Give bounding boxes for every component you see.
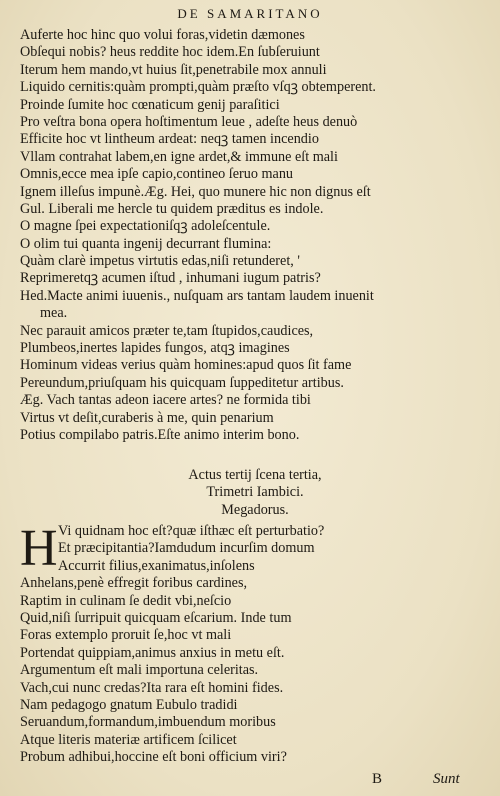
scene-heading-line: Trimetri Iambici. [206,484,304,501]
text-line: Pro veſtra bona opera hoſtimentum leue , adeſte heus denuò [20,113,358,130]
text-line: Vi quidnam hoc eſt?quæ iſthæc eſt perturbatio? [58,523,325,539]
text-line: Hominum videas verius quàm homines:apud quos ſit fame [20,357,352,374]
text-line: Potius compilabo patris.Eſte animo interim bono. [20,426,300,443]
text-line: Quid,niſi ſurripuit quicquam eſcarium. Inde tum [20,609,292,626]
text-line: Anhelans,penè effregit foribus cardines, [20,575,248,592]
running-head: DE SAMARITANO [177,6,323,21]
text-line: Liquido cernitis:quàm prompti,quàm præſto vſqꝫ obtemperent. [20,79,376,96]
text-line: Auferte hoc hinc quo volui foras,videtin dæmones [20,27,305,43]
text-line: Obſequi nobis? heus reddite hoc idem.En ſubſeruiunt [20,44,320,61]
page-footer [0,771,500,791]
text-line: Probum adhibui,hoccine eſt boni officium viri? [20,749,287,766]
text-block-upper [20,27,490,444]
text-line: Pereundum,priuſquam his quicquam ſuppeditetur artibus. [20,374,344,391]
catchword: Sunt [433,771,460,787]
text-line: Raptim in culinam ſe dedit vbi,neſcio [20,592,232,609]
text-line: Nam pedagogo gnatum Eubulo tradidi [20,696,238,713]
signature-mark: B [372,771,383,787]
text-line: Atque literis materiæ artificem ſcilicet [20,731,237,748]
text-line: Et præcipitantia?Iamdudum incurſim domum [58,540,315,557]
text-block-lower [20,520,490,766]
scene-heading-line: Actus tertij ſcena tertia, [188,467,322,483]
text-line: Portendat quippiam,animus anxius in metu eſt. [20,644,285,661]
text-line: Omnis,ecce mea ipſe capio,contineo ſeruo manu [20,166,294,183]
text-line: O olim tui quanta ingenij decurrant flumina: [20,235,272,252]
text-line: Plumbeos,inertes lapides fungos, atqꝫ imagines [20,340,290,357]
text-line: Argumentum eſt mali importuna celeritas. [20,662,259,679]
text-line: Reprimeretqꝫ acumen iſtud , inhumani iugum patris? [20,270,321,287]
text-line: Vach,cui nunc credas?Ita rara eſt homini fides. [20,679,284,696]
text-line: Foras extemplo proruit ſe,hoc vt mali [20,627,232,644]
text-line: Hed.Macte animi iuuenis., nuſquam ars tantam laudem inuenit [20,287,374,304]
text-line: Efficite hoc vt lintheum ardeat: neqꝫ tamen incendio [20,131,319,148]
text-line: Accurrit filius,exanimatus,inſolens [58,557,255,574]
text-line: Iterum hem mando,vt huius ſit,penetrabile mox annuli [20,61,327,78]
text-line: Vllam contrahat labem,en igne ardet,& immune eſt mali [20,148,338,165]
text-line: Nec parauit amicos præter te,tam ſtupidos,caudices, [20,322,314,339]
drop-cap: H [20,520,58,577]
scene-heading [20,467,490,519]
text-line: Ignem illeſus impunè.Æg. Hei, quo munere hic non dignus eſt [20,183,371,200]
text-line: Virtus vt deſit,curaberis à me, quin penarium [20,409,274,426]
text-line: Æg. Vach tantas adeon iacere artes? ne formida tibi [20,392,311,409]
text-line: Quàm clarè impetus virtutis edas,niſi retunderet, ' [20,253,300,270]
text-line: Gul. Liberali me hercle tu quidem præditus es indole. [20,200,324,217]
text-line: mea. [40,305,68,322]
text-line: Proinde ſumite hoc cœnaticum genij paraſitici [20,96,280,113]
text-line: O magne ſpei expectationiſqꝫ adoleſcentule. [20,218,271,235]
text-line: Seruandum,formandum,imbuendum moribus [20,714,276,731]
scene-heading-line: Megadorus. [221,501,289,518]
